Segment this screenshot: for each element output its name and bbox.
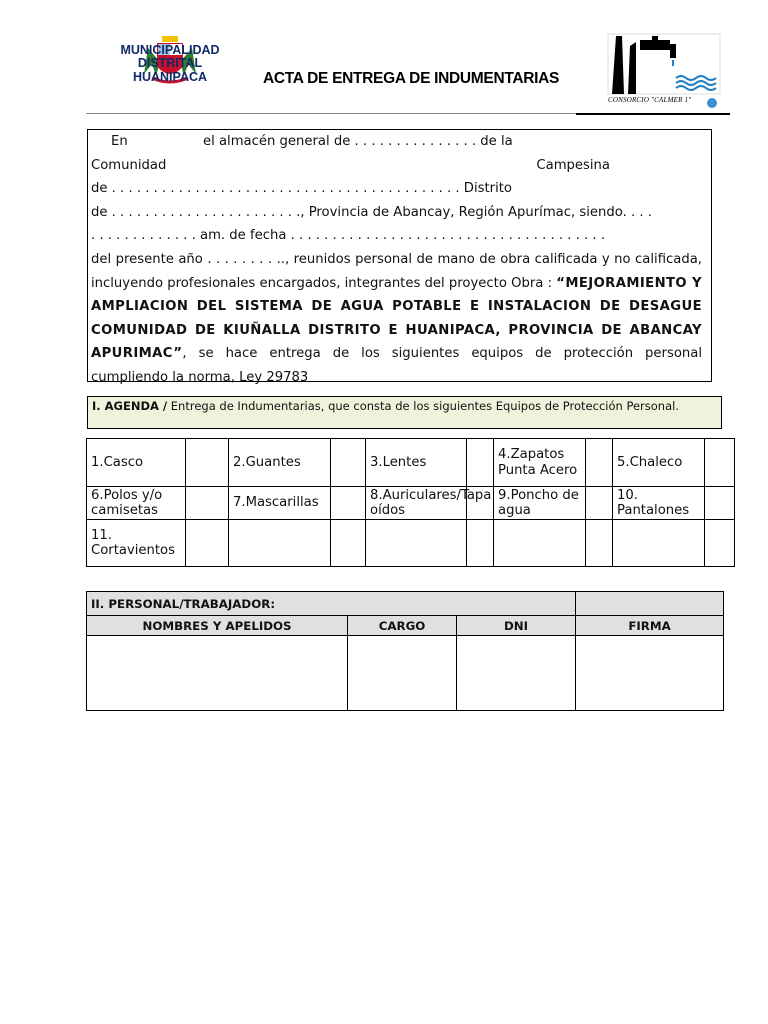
consortium-name: CONSORCIO "CALMER 1" [608,96,692,104]
consortium-logo [606,32,730,116]
municipality-name-line2: DISTRITAL [137,56,203,70]
column-header-firma: FIRMA [576,616,724,636]
equipment-table [86,438,735,567]
names-input-cell[interactable] [87,636,348,711]
project-name: “MEJORAMIENTO Y AMPLIACION DEL SISTEMA DE AGUA POTABLE E INSTALACION DE DESAGUE COMUNIDAD DE KIUÑALLA DISTRITO E HUANIPACA, PROVINCIA DE ABANCAY APURIMAC” [91,275,702,362]
signature-input-cell[interactable] [576,636,724,711]
intro-line-1: En el almacén general de . . . . . . . . . . . . . . . de la [111,134,513,149]
item-checkbox[interactable] [705,439,735,487]
item-label: 11. Cortavientos [87,520,186,567]
cargo-input-cell[interactable] [348,636,457,711]
item-label: 9.Poncho de agua [494,487,586,520]
empty-cell [586,520,613,567]
table-row [87,616,724,636]
item-label: 3.Lentes [366,439,467,487]
item-label: 10. Pantalones [613,487,705,520]
item-checkbox[interactable] [586,487,613,520]
empty-cell [467,520,494,567]
item-label: 5.Chaleco [613,439,705,487]
personnel-table [86,591,724,711]
table-row [87,439,735,487]
intro-paragraph: del presente año . . . . . . . . .., reunidos personal de mano de obra calificada y no calificada, incluyendo profesionales encargados, integrantes del proyecto Obra : “MEJORAMIENTO Y AMPLIACION DEL SISTEMA DE AGUA POTABLE E INSTALACION DE DESAGUE COMUNIDAD DE KIUÑALLA DISTRITO E HUANIPACA, PROVINCIA DE ABANCAY APURIMAC”, se hace entrega de los siguientes equipos de protección personal cumpliendo la norma, Ley 29783 [91,251,702,385]
agenda-text: Entrega de Indumentarias, que consta de los siguientes Equipos de Protección Personal. [167,399,679,413]
municipality-name-line1: MUNICIPALIDAD [120,43,220,57]
municipality-logo [108,34,232,90]
empty-cell [331,520,366,567]
table-row [87,592,724,616]
column-header-cargo: CARGO [348,616,457,636]
column-header-names: NOMBRES Y APELIDOS [87,616,348,636]
item-label: 1.Casco [87,439,186,487]
column-header-dni: DNI [457,616,576,636]
item-label: 7.Mascarillas [229,487,331,520]
item-checkbox[interactable] [331,487,366,520]
intro-line-3: de . . . . . . . . . . . . . . . . . . . . . . . . . . . . . . . . . . . . . . . . . . Distrito [91,181,512,197]
intro-line-2: Comunidad Campesina [91,157,610,173]
empty-cell [229,520,331,567]
intro-box [87,129,712,385]
item-checkbox[interactable] [467,439,494,487]
document-title: ACTA DE ENTREGA DE INDUMENTARIAS [263,70,560,87]
dni-input-cell[interactable] [457,636,576,711]
section-title: II. PERSONAL/TRABAJADOR: [87,592,576,616]
table-row [87,487,735,520]
intro-line-5: . . . . . . . . . . . . . am. de fecha . . . . . . . . . . . . . . . . . . . . . . . . . . . . . . . . . . . . . . [91,228,606,244]
item-label: 2.Guantes [229,439,331,487]
item-checkbox[interactable] [186,439,229,487]
item-checkbox[interactable] [186,520,229,567]
intro-line-4: de . . . . . . . . . . . . . . . . . . . . . . ., Provincia de Abancay, Región Apurímac, siendo. . . . [91,204,652,220]
item-label: 8.Auriculares/Tapa oídos [366,487,467,520]
empty-cell [705,520,735,567]
table-row [87,636,724,711]
municipality-name-line3: HUANIPACA [132,70,208,84]
item-checkbox[interactable] [331,439,366,487]
item-label: 4.Zapatos Punta Acero [494,439,586,487]
item-checkbox[interactable] [186,487,229,520]
empty-cell [366,520,467,567]
agenda-bar [87,396,722,429]
item-checkbox[interactable] [705,487,735,520]
empty-cell [613,520,705,567]
empty-cell [494,520,586,567]
item-label: 6.Polos y/o camisetas [87,487,186,520]
item-checkbox[interactable] [586,439,613,487]
header-divider-accent [576,113,730,115]
table-row [87,520,735,567]
empty-header-cell [576,592,724,616]
agenda-label: I. AGENDA / [92,399,168,413]
